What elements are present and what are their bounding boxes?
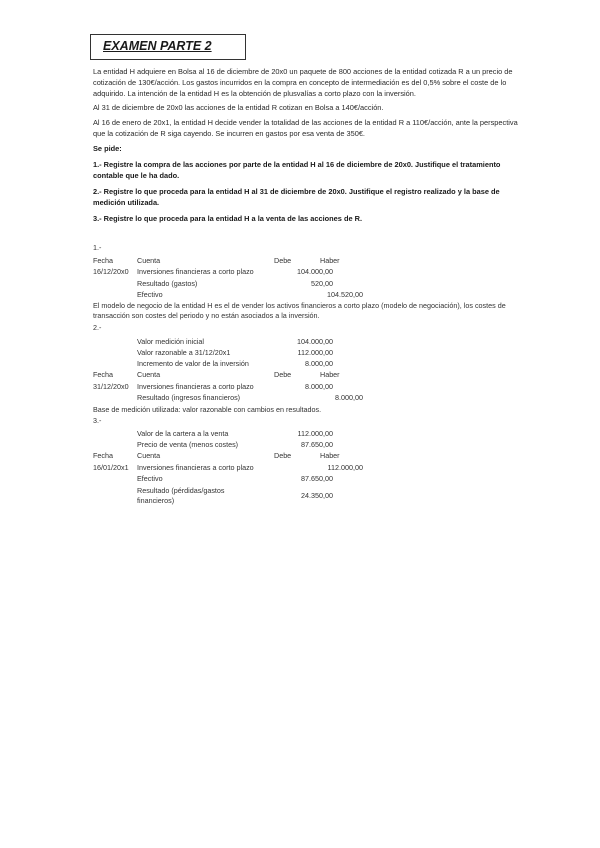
header-haber: Haber <box>320 256 340 265</box>
header-cuenta: Cuenta <box>137 370 161 379</box>
header-cuenta: Cuenta <box>137 451 161 460</box>
entry-cuenta: Efectivo <box>137 474 163 483</box>
entry-debe: 24.350,00 <box>301 491 333 500</box>
title-box <box>90 34 246 60</box>
calc-concepto: Valor de la cartera a la venta <box>137 429 229 438</box>
entry-date: 16/12/20x0 <box>93 267 129 276</box>
statement-paragraph-2: Al 31 de diciembre de 20x0 las acciones de la entidad R cotizan en Bolsa a 140€/acción. <box>93 103 384 112</box>
calc-valor: 104.000,00 <box>297 337 333 346</box>
calc-valor: 112.000,00 <box>297 348 333 357</box>
header-debe: Debe <box>274 451 292 460</box>
calc-valor: 8.000,00 <box>305 359 333 368</box>
entry-debe: 87.650,00 <box>301 474 333 483</box>
answer-1-note: El modelo de negocio de la entidad H es el de vender los activos financieros a corto plazo (modelo de negociación), los costes de transacción son costes del periodo y no están asociados a la inversión. <box>93 301 506 320</box>
header-fecha: Fecha <box>93 370 113 379</box>
calc-valor: 87.650,00 <box>301 440 333 449</box>
entry-cuenta: Efectivo <box>137 290 163 299</box>
entry-debe: 520,00 <box>311 279 333 288</box>
entry-cuenta: Inversiones financieras a corto plazo <box>137 267 254 276</box>
entry-haber: 112.000,00 <box>327 463 363 472</box>
entry-cuenta: Inversiones financieras a corto plazo <box>137 382 254 391</box>
answer-3-label: 3.- <box>93 416 102 425</box>
calc-concepto: Valor medición inicial <box>137 337 204 346</box>
calc-concepto: Incremento de valor de la inversión <box>137 359 249 368</box>
header-cuenta: Cuenta <box>137 256 161 265</box>
calc-concepto: Precio de venta (menos costes) <box>137 440 239 449</box>
header-fecha: Fecha <box>93 256 113 265</box>
header-haber: Haber <box>320 370 340 379</box>
entry-date: 16/01/20x1 <box>93 463 129 472</box>
question-3: 3.- Registre lo que proceda para la entidad H a la venta de las acciones de R. <box>93 214 363 223</box>
header-haber: Haber <box>320 451 340 460</box>
entry-debe: 104.000,00 <box>297 267 333 276</box>
statement-paragraph-3: Al 16 de enero de 20x1, la entidad H decide vender la totalidad de las acciones de la entidad R a 110€/acción, ante la perspectiva que la cotización de R siga cayendo. Se incurren en gastos por esa venta de 350€. <box>93 118 518 138</box>
calc-concepto: Valor razonable a 31/12/20x1 <box>137 348 231 357</box>
entry-cuenta: Resultado (gastos) <box>137 279 198 288</box>
statement-paragraph-1: La entidad H adquiere en Bolsa al 16 de diciembre de 20x0 un paquete de 800 acciones de la entidad cotizada R a un precio de cotización de 130€/acción. Los gastos incurridos en la compra en concepto de intermediación es del 0,5% sobre el coste de lo adquirido. La intención de la entidad H es la obtención de plusvalías a corto plazo con la inversión. <box>93 67 513 98</box>
question-1: 1.- Registre la compra de las acciones por parte de la entidad H al 16 de diciembre de 20x0. Justifique el tratamiento contable que le ha dado. <box>93 160 501 180</box>
entry-cuenta: Resultado (pérdidas/gastos financieros) <box>137 486 225 505</box>
header-debe: Debe <box>274 370 292 379</box>
answer-2-label: 2.- <box>93 323 102 332</box>
entry-cuenta: Resultado (ingresos financieros) <box>137 393 241 402</box>
entry-debe: 8.000,00 <box>305 382 333 391</box>
header-fecha: Fecha <box>93 451 113 460</box>
entry-haber: 8.000,00 <box>335 393 363 402</box>
header-debe: Debe <box>274 256 292 265</box>
answer-1-label: 1.- <box>93 243 102 252</box>
answer-2-note: Base de medición utilizada: valor razonable con cambios en resultados. <box>93 405 322 414</box>
question-2: 2.- Registre lo que proceda para la entidad H al 31 de diciembre de 20x0. Justifique el registro realizado y la base de medición utilizada. <box>93 187 500 207</box>
exam-title: EXAMEN PARTE 2 <box>103 39 212 53</box>
se-pide-label: Se pide: <box>93 144 122 153</box>
entry-cuenta: Inversiones financieras a corto plazo <box>137 463 254 472</box>
entry-haber: 104.520,00 <box>327 290 363 299</box>
calc-valor: 112.000,00 <box>297 429 333 438</box>
entry-date: 31/12/20x0 <box>93 382 129 391</box>
